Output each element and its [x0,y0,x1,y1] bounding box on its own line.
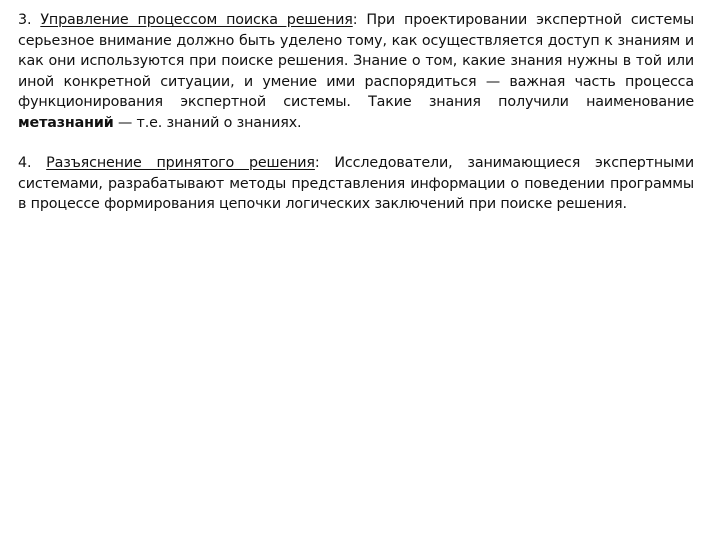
heading-colon: : [352,12,358,28]
bold-term: метазнаний [18,114,114,131]
paragraph-heading: Управление процессом поиска решения [40,12,353,28]
paragraph-number: 4. [18,155,32,171]
paragraph-text: При проектировании экспертной системы серьезное внимание должно быть уделено тому, как осуществляется доступ к знаниям и как они используются при поиске решения. Знание о том, какие знания нужны в той или иной конкретной ситуации, и умение ими распорядиться — важная часть процесса функционирования экспертной системы. Такие знания получили наименование [18,12,694,110]
paragraph-search-control [18,10,694,133]
paragraph-text: Исследователи, занимающиеся экспертными системами, разрабатывают методы представления информации о поведении программы в процессе формирования цепочки логических заключений при поиске решения. [18,155,694,212]
paragraph-heading: Разъяснение принятого решения [46,155,315,171]
paragraph-explanation [18,153,694,215]
paragraph-text-end: — т.е. знаний о знаниях. [117,114,302,131]
heading-colon: : [314,155,320,171]
document-page [18,10,694,215]
paragraph-number: 3. [18,12,32,28]
